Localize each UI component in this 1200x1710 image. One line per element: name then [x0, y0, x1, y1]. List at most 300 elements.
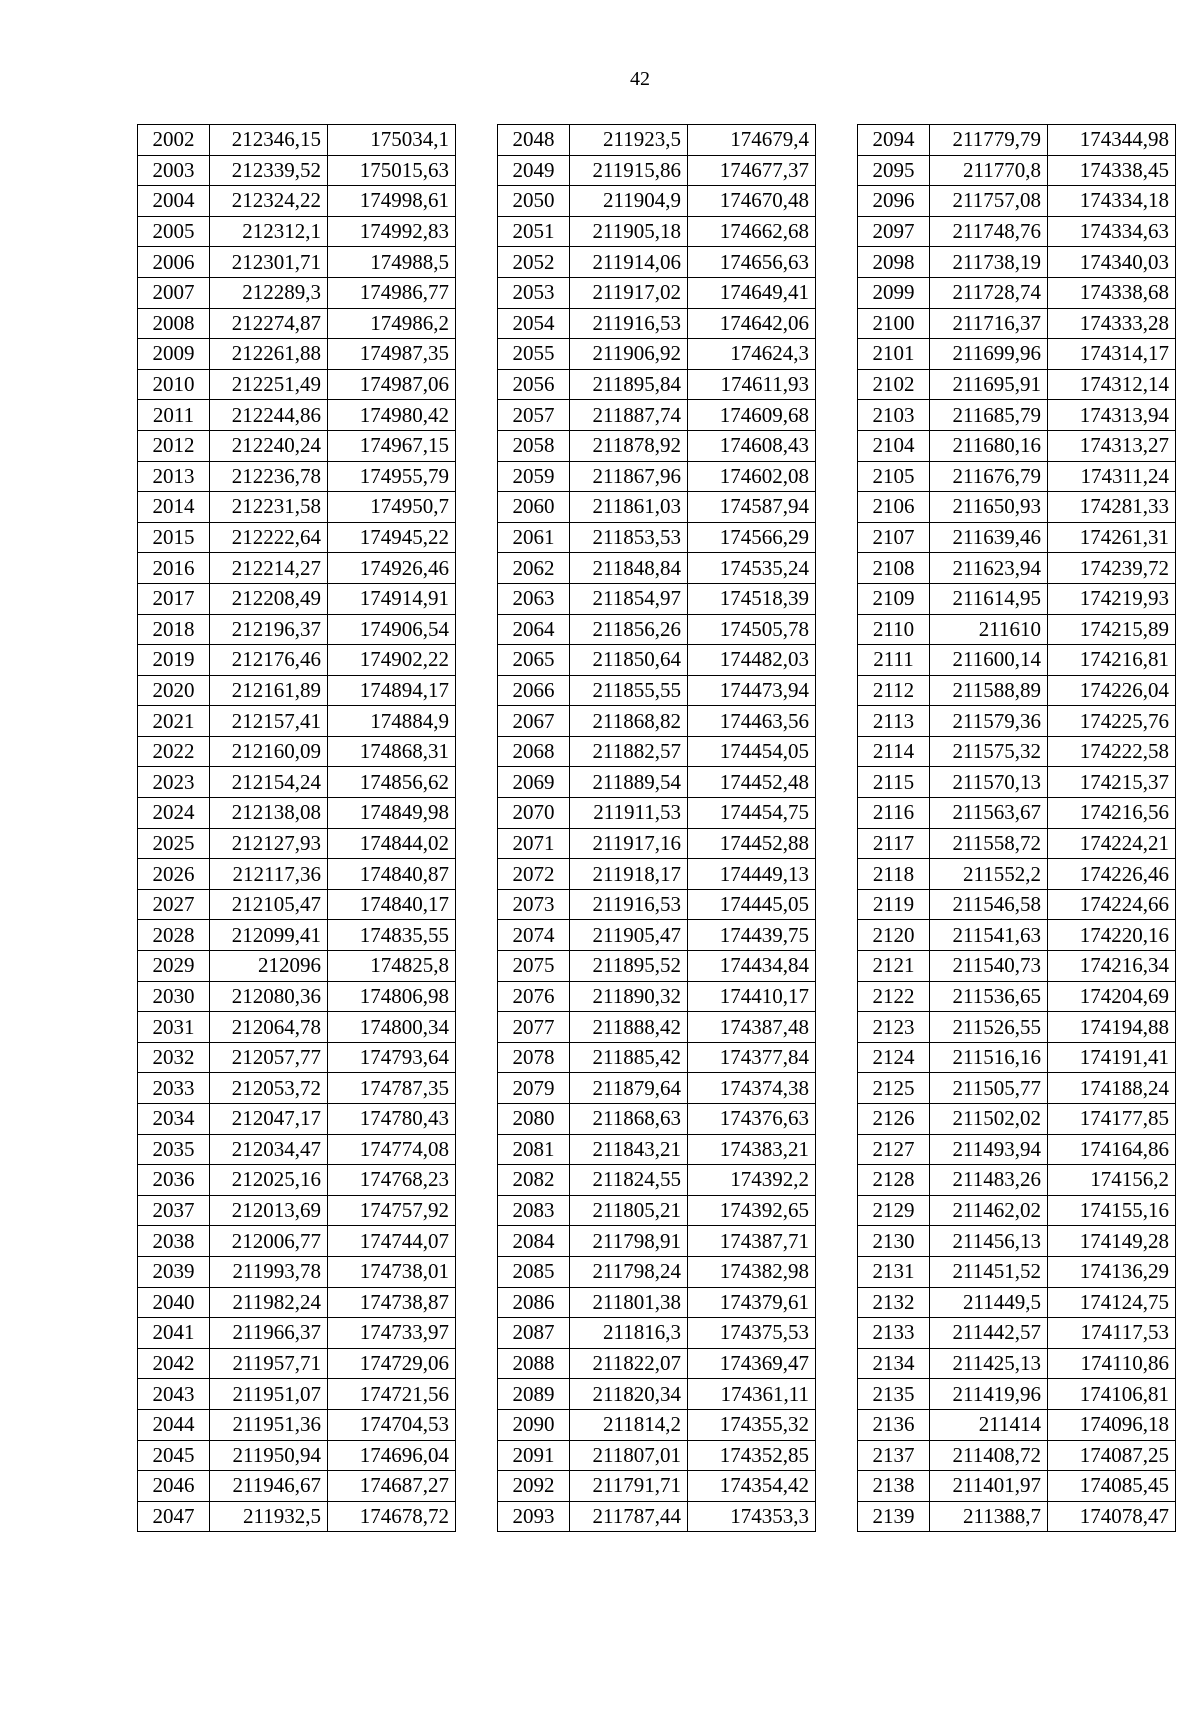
table-row [498, 859, 816, 890]
table-row [138, 1318, 456, 1349]
table-row [858, 675, 1176, 706]
x-coordinate-cell: 212006,77 [210, 1226, 328, 1257]
y-coordinate-cell: 174988,5 [328, 247, 456, 278]
table-row [138, 553, 456, 584]
x-coordinate-cell: 212154,24 [210, 767, 328, 798]
point-number-cell: 2113 [858, 706, 930, 737]
y-coordinate-cell: 174376,63 [688, 1104, 816, 1135]
x-coordinate-cell: 211918,17 [570, 859, 688, 890]
table-row [138, 1471, 456, 1502]
y-coordinate-cell: 174352,85 [688, 1440, 816, 1471]
table-row [138, 186, 456, 217]
y-coordinate-cell: 174825,8 [328, 951, 456, 982]
x-coordinate-cell: 212301,71 [210, 247, 328, 278]
y-coordinate-cell: 174649,41 [688, 277, 816, 308]
y-coordinate-cell: 174452,88 [688, 828, 816, 859]
point-number-cell: 2050 [498, 186, 570, 217]
y-coordinate-cell: 174914,91 [328, 583, 456, 614]
table-row [138, 1256, 456, 1287]
x-coordinate-cell: 212176,46 [210, 645, 328, 676]
point-number-cell: 2072 [498, 859, 570, 890]
y-coordinate-cell: 174313,94 [1048, 400, 1176, 431]
coordinates-table-1 [137, 124, 456, 1532]
point-number-cell: 2008 [138, 308, 210, 339]
x-coordinate-cell: 211848,84 [570, 553, 688, 584]
y-coordinate-cell: 174226,04 [1048, 675, 1176, 706]
point-number-cell: 2029 [138, 951, 210, 982]
table-row [858, 553, 1176, 584]
x-coordinate-cell: 211685,79 [930, 400, 1048, 431]
y-coordinate-cell: 174353,3 [688, 1501, 816, 1532]
point-number-cell: 2118 [858, 859, 930, 890]
table-row [858, 1256, 1176, 1287]
point-number-cell: 2039 [138, 1256, 210, 1287]
x-coordinate-cell: 212047,17 [210, 1104, 328, 1135]
point-number-cell: 2077 [498, 1012, 570, 1043]
point-number-cell: 2115 [858, 767, 930, 798]
y-coordinate-cell: 174355,32 [688, 1409, 816, 1440]
table-row [858, 522, 1176, 553]
y-coordinate-cell: 174998,61 [328, 186, 456, 217]
table-row [498, 553, 816, 584]
x-coordinate-cell: 211890,32 [570, 981, 688, 1012]
table-row [858, 492, 1176, 523]
table-row [138, 461, 456, 492]
y-coordinate-cell: 174729,06 [328, 1348, 456, 1379]
y-coordinate-cell: 174473,94 [688, 675, 816, 706]
y-coordinate-cell: 174452,48 [688, 767, 816, 798]
table-row [138, 1501, 456, 1532]
x-coordinate-cell: 211966,37 [210, 1318, 328, 1349]
x-coordinate-cell: 211716,37 [930, 308, 1048, 339]
y-coordinate-cell: 174800,34 [328, 1012, 456, 1043]
table-row [498, 828, 816, 859]
point-number-cell: 2030 [138, 981, 210, 1012]
x-coordinate-cell: 211895,52 [570, 951, 688, 982]
y-coordinate-cell: 174868,31 [328, 736, 456, 767]
table-row [858, 645, 1176, 676]
x-coordinate-cell: 211650,93 [930, 492, 1048, 523]
table-row [858, 1012, 1176, 1043]
y-coordinate-cell: 174744,07 [328, 1226, 456, 1257]
x-coordinate-cell: 211639,46 [930, 522, 1048, 553]
y-coordinate-cell: 174608,43 [688, 430, 816, 461]
table-row [498, 675, 816, 706]
y-coordinate-cell: 174225,76 [1048, 706, 1176, 737]
y-coordinate-cell: 174463,56 [688, 706, 816, 737]
table-row [858, 920, 1176, 951]
x-coordinate-cell: 211856,26 [570, 614, 688, 645]
table-row [138, 1073, 456, 1104]
y-coordinate-cell: 174281,33 [1048, 492, 1176, 523]
y-coordinate-cell: 174354,42 [688, 1471, 816, 1502]
point-number-cell: 2046 [138, 1471, 210, 1502]
x-coordinate-cell: 211540,73 [930, 951, 1048, 982]
point-number-cell: 2049 [498, 155, 570, 186]
table-row [498, 1134, 816, 1165]
y-coordinate-cell: 174220,16 [1048, 920, 1176, 951]
table-row [858, 1195, 1176, 1226]
point-number-cell: 2097 [858, 216, 930, 247]
point-number-cell: 2002 [138, 125, 210, 156]
point-number-cell: 2048 [498, 125, 570, 156]
y-coordinate-cell: 174311,24 [1048, 461, 1176, 492]
x-coordinate-cell: 211982,24 [210, 1287, 328, 1318]
y-coordinate-cell: 174656,63 [688, 247, 816, 278]
point-number-cell: 2107 [858, 522, 930, 553]
x-coordinate-cell: 211728,74 [930, 277, 1048, 308]
x-coordinate-cell: 212105,47 [210, 889, 328, 920]
table-row [858, 1226, 1176, 1257]
x-coordinate-cell: 211451,52 [930, 1256, 1048, 1287]
y-coordinate-cell: 174738,87 [328, 1287, 456, 1318]
y-coordinate-cell: 174222,58 [1048, 736, 1176, 767]
table-row [498, 1042, 816, 1073]
table-row [858, 614, 1176, 645]
table-row [858, 1165, 1176, 1196]
table-row [858, 1134, 1176, 1165]
point-number-cell: 2091 [498, 1440, 570, 1471]
table-row [138, 859, 456, 890]
point-number-cell: 2130 [858, 1226, 930, 1257]
point-number-cell: 2023 [138, 767, 210, 798]
point-number-cell: 2138 [858, 1471, 930, 1502]
point-number-cell: 2062 [498, 553, 570, 584]
x-coordinate-cell: 211911,53 [570, 798, 688, 829]
y-coordinate-cell: 174334,63 [1048, 216, 1176, 247]
point-number-cell: 2070 [498, 798, 570, 829]
x-coordinate-cell: 211699,96 [930, 339, 1048, 370]
table-row [138, 492, 456, 523]
table-row [858, 339, 1176, 370]
x-coordinate-cell: 211483,26 [930, 1165, 1048, 1196]
point-number-cell: 2033 [138, 1073, 210, 1104]
y-coordinate-cell: 174313,27 [1048, 430, 1176, 461]
x-coordinate-cell: 211770,8 [930, 155, 1048, 186]
x-coordinate-cell: 211861,03 [570, 492, 688, 523]
table-row [858, 951, 1176, 982]
y-coordinate-cell: 174224,21 [1048, 828, 1176, 859]
y-coordinate-cell: 174439,75 [688, 920, 816, 951]
table-row [138, 736, 456, 767]
coordinates-table-3 [857, 124, 1176, 1532]
point-number-cell: 2087 [498, 1318, 570, 1349]
table-row [138, 767, 456, 798]
table-row [858, 277, 1176, 308]
x-coordinate-cell: 212064,78 [210, 1012, 328, 1043]
table-row [498, 216, 816, 247]
y-coordinate-cell: 174677,37 [688, 155, 816, 186]
table-row [858, 889, 1176, 920]
point-number-cell: 2020 [138, 675, 210, 706]
table-row [498, 1104, 816, 1135]
x-coordinate-cell: 211820,34 [570, 1379, 688, 1410]
x-coordinate-cell: 211889,54 [570, 767, 688, 798]
x-coordinate-cell: 211917,02 [570, 277, 688, 308]
table-row [858, 706, 1176, 737]
x-coordinate-cell: 212312,1 [210, 216, 328, 247]
point-number-cell: 2125 [858, 1073, 930, 1104]
x-coordinate-cell: 211905,18 [570, 216, 688, 247]
x-coordinate-cell: 212161,89 [210, 675, 328, 706]
table-row [138, 1226, 456, 1257]
table-row [498, 1501, 816, 1532]
x-coordinate-cell: 212339,52 [210, 155, 328, 186]
table-row [498, 1471, 816, 1502]
y-coordinate-cell: 174188,24 [1048, 1073, 1176, 1104]
x-coordinate-cell: 211401,97 [930, 1471, 1048, 1502]
table-row [138, 247, 456, 278]
table-row [138, 155, 456, 186]
point-number-cell: 2017 [138, 583, 210, 614]
point-number-cell: 2034 [138, 1104, 210, 1135]
table-row [138, 1165, 456, 1196]
table-row [498, 247, 816, 278]
point-number-cell: 2136 [858, 1409, 930, 1440]
point-number-cell: 2052 [498, 247, 570, 278]
table-row [138, 706, 456, 737]
table-row [498, 1409, 816, 1440]
table-row [138, 1379, 456, 1410]
x-coordinate-cell: 211695,91 [930, 369, 1048, 400]
y-coordinate-cell: 174992,83 [328, 216, 456, 247]
y-coordinate-cell: 174906,54 [328, 614, 456, 645]
y-coordinate-cell: 174387,48 [688, 1012, 816, 1043]
x-coordinate-cell: 211546,58 [930, 889, 1048, 920]
point-number-cell: 2067 [498, 706, 570, 737]
point-number-cell: 2132 [858, 1287, 930, 1318]
x-coordinate-cell: 211906,92 [570, 339, 688, 370]
table-row [858, 1073, 1176, 1104]
table-row [138, 981, 456, 1012]
table-row [138, 339, 456, 370]
y-coordinate-cell: 174733,97 [328, 1318, 456, 1349]
point-number-cell: 2055 [498, 339, 570, 370]
table-row [858, 736, 1176, 767]
table-row [498, 1379, 816, 1410]
point-number-cell: 2063 [498, 583, 570, 614]
point-number-cell: 2086 [498, 1287, 570, 1318]
table-row [138, 125, 456, 156]
table-row [858, 125, 1176, 156]
y-coordinate-cell: 174926,46 [328, 553, 456, 584]
point-number-cell: 2076 [498, 981, 570, 1012]
point-number-cell: 2016 [138, 553, 210, 584]
table-row [138, 675, 456, 706]
point-number-cell: 2037 [138, 1195, 210, 1226]
x-coordinate-cell: 211878,92 [570, 430, 688, 461]
point-number-cell: 2126 [858, 1104, 930, 1135]
y-coordinate-cell: 174445,05 [688, 889, 816, 920]
point-number-cell: 2094 [858, 125, 930, 156]
point-number-cell: 2108 [858, 553, 930, 584]
y-coordinate-cell: 174136,29 [1048, 1256, 1176, 1287]
x-coordinate-cell: 211408,72 [930, 1440, 1048, 1471]
y-coordinate-cell: 174670,48 [688, 186, 816, 217]
x-coordinate-cell: 211558,72 [930, 828, 1048, 859]
table-row [498, 339, 816, 370]
y-coordinate-cell: 174216,81 [1048, 645, 1176, 676]
table-row [498, 583, 816, 614]
x-coordinate-cell: 211680,16 [930, 430, 1048, 461]
x-coordinate-cell: 211807,01 [570, 1440, 688, 1471]
point-number-cell: 2100 [858, 308, 930, 339]
x-coordinate-cell: 211456,13 [930, 1226, 1048, 1257]
x-coordinate-cell: 212117,36 [210, 859, 328, 890]
table-row [138, 522, 456, 553]
point-number-cell: 2045 [138, 1440, 210, 1471]
table-row [858, 461, 1176, 492]
x-coordinate-cell: 211950,94 [210, 1440, 328, 1471]
y-coordinate-cell: 174369,47 [688, 1348, 816, 1379]
point-number-cell: 2031 [138, 1012, 210, 1043]
y-coordinate-cell: 174884,9 [328, 706, 456, 737]
x-coordinate-cell: 211801,38 [570, 1287, 688, 1318]
x-coordinate-cell: 211917,16 [570, 828, 688, 859]
y-coordinate-cell: 174194,88 [1048, 1012, 1176, 1043]
x-coordinate-cell: 211805,21 [570, 1195, 688, 1226]
table-row [498, 920, 816, 951]
table-row [138, 1287, 456, 1318]
x-coordinate-cell: 211614,95 [930, 583, 1048, 614]
y-coordinate-cell: 174721,56 [328, 1379, 456, 1410]
x-coordinate-cell: 212013,69 [210, 1195, 328, 1226]
y-coordinate-cell: 174239,72 [1048, 553, 1176, 584]
table-row [498, 430, 816, 461]
table-row [498, 981, 816, 1012]
x-coordinate-cell: 211905,47 [570, 920, 688, 951]
point-number-cell: 2026 [138, 859, 210, 890]
y-coordinate-cell: 174312,14 [1048, 369, 1176, 400]
table-row [138, 583, 456, 614]
table-row [858, 1501, 1176, 1532]
table-row [138, 1012, 456, 1043]
y-coordinate-cell: 174609,68 [688, 400, 816, 431]
point-number-cell: 2036 [138, 1165, 210, 1196]
y-coordinate-cell: 174110,86 [1048, 1348, 1176, 1379]
x-coordinate-cell: 211867,96 [570, 461, 688, 492]
y-coordinate-cell: 174261,31 [1048, 522, 1176, 553]
point-number-cell: 2004 [138, 186, 210, 217]
x-coordinate-cell: 211575,32 [930, 736, 1048, 767]
point-number-cell: 2081 [498, 1134, 570, 1165]
x-coordinate-cell: 212157,41 [210, 706, 328, 737]
y-coordinate-cell: 174219,93 [1048, 583, 1176, 614]
point-number-cell: 2057 [498, 400, 570, 431]
table-row [858, 859, 1176, 890]
point-number-cell: 2015 [138, 522, 210, 553]
x-coordinate-cell: 211895,84 [570, 369, 688, 400]
table-row [138, 1042, 456, 1073]
point-number-cell: 2135 [858, 1379, 930, 1410]
x-coordinate-cell: 211868,82 [570, 706, 688, 737]
y-coordinate-cell: 174216,34 [1048, 951, 1176, 982]
x-coordinate-cell: 212261,88 [210, 339, 328, 370]
y-coordinate-cell: 174117,53 [1048, 1318, 1176, 1349]
table-row [858, 430, 1176, 461]
y-coordinate-cell: 174434,84 [688, 951, 816, 982]
point-number-cell: 2038 [138, 1226, 210, 1257]
y-coordinate-cell: 174375,53 [688, 1318, 816, 1349]
x-coordinate-cell: 212196,37 [210, 614, 328, 645]
point-number-cell: 2109 [858, 583, 930, 614]
x-coordinate-cell: 211824,55 [570, 1165, 688, 1196]
x-coordinate-cell: 211748,76 [930, 216, 1048, 247]
table-row [138, 1195, 456, 1226]
y-coordinate-cell: 174518,39 [688, 583, 816, 614]
y-coordinate-cell: 174374,38 [688, 1073, 816, 1104]
point-number-cell: 2101 [858, 339, 930, 370]
point-number-cell: 2018 [138, 614, 210, 645]
x-coordinate-cell: 211993,78 [210, 1256, 328, 1287]
x-coordinate-cell: 211388,7 [930, 1501, 1048, 1532]
point-number-cell: 2003 [138, 155, 210, 186]
y-coordinate-cell: 174678,72 [328, 1501, 456, 1532]
y-coordinate-cell: 174204,69 [1048, 981, 1176, 1012]
y-coordinate-cell: 174986,2 [328, 308, 456, 339]
y-coordinate-cell: 174334,18 [1048, 186, 1176, 217]
y-coordinate-cell: 174849,98 [328, 798, 456, 829]
point-number-cell: 2010 [138, 369, 210, 400]
table-row [138, 308, 456, 339]
table-row [498, 1318, 816, 1349]
y-coordinate-cell: 174482,03 [688, 645, 816, 676]
y-coordinate-cell: 174704,53 [328, 1409, 456, 1440]
point-number-cell: 2093 [498, 1501, 570, 1532]
x-coordinate-cell: 211502,02 [930, 1104, 1048, 1135]
x-coordinate-cell: 211923,5 [570, 125, 688, 156]
y-coordinate-cell: 174505,78 [688, 614, 816, 645]
y-coordinate-cell: 174986,77 [328, 277, 456, 308]
x-coordinate-cell: 211462,02 [930, 1195, 1048, 1226]
y-coordinate-cell: 174602,08 [688, 461, 816, 492]
table-row [498, 889, 816, 920]
table-row [498, 186, 816, 217]
table-row [858, 1042, 1176, 1073]
table-row [858, 828, 1176, 859]
point-number-cell: 2084 [498, 1226, 570, 1257]
x-coordinate-cell: 211882,57 [570, 736, 688, 767]
x-coordinate-cell: 212208,49 [210, 583, 328, 614]
y-coordinate-cell: 174806,98 [328, 981, 456, 1012]
y-coordinate-cell: 174696,04 [328, 1440, 456, 1471]
x-coordinate-cell: 212138,08 [210, 798, 328, 829]
point-number-cell: 2116 [858, 798, 930, 829]
x-coordinate-cell: 211798,24 [570, 1256, 688, 1287]
x-coordinate-cell: 211791,71 [570, 1471, 688, 1502]
table-row [858, 1104, 1176, 1135]
table-row [858, 247, 1176, 278]
x-coordinate-cell: 211541,63 [930, 920, 1048, 951]
y-coordinate-cell: 174587,94 [688, 492, 816, 523]
y-coordinate-cell: 174410,17 [688, 981, 816, 1012]
table-row [858, 1287, 1176, 1318]
point-number-cell: 2065 [498, 645, 570, 676]
y-coordinate-cell: 174226,46 [1048, 859, 1176, 890]
table-row [498, 1256, 816, 1287]
x-coordinate-cell: 211552,2 [930, 859, 1048, 890]
x-coordinate-cell: 212240,24 [210, 430, 328, 461]
point-number-cell: 2011 [138, 400, 210, 431]
point-number-cell: 2056 [498, 369, 570, 400]
point-number-cell: 2085 [498, 1256, 570, 1287]
y-coordinate-cell: 174085,45 [1048, 1471, 1176, 1502]
point-number-cell: 2105 [858, 461, 930, 492]
point-number-cell: 2006 [138, 247, 210, 278]
x-coordinate-cell: 212324,22 [210, 186, 328, 217]
x-coordinate-cell: 212346,15 [210, 125, 328, 156]
table-row [858, 308, 1176, 339]
